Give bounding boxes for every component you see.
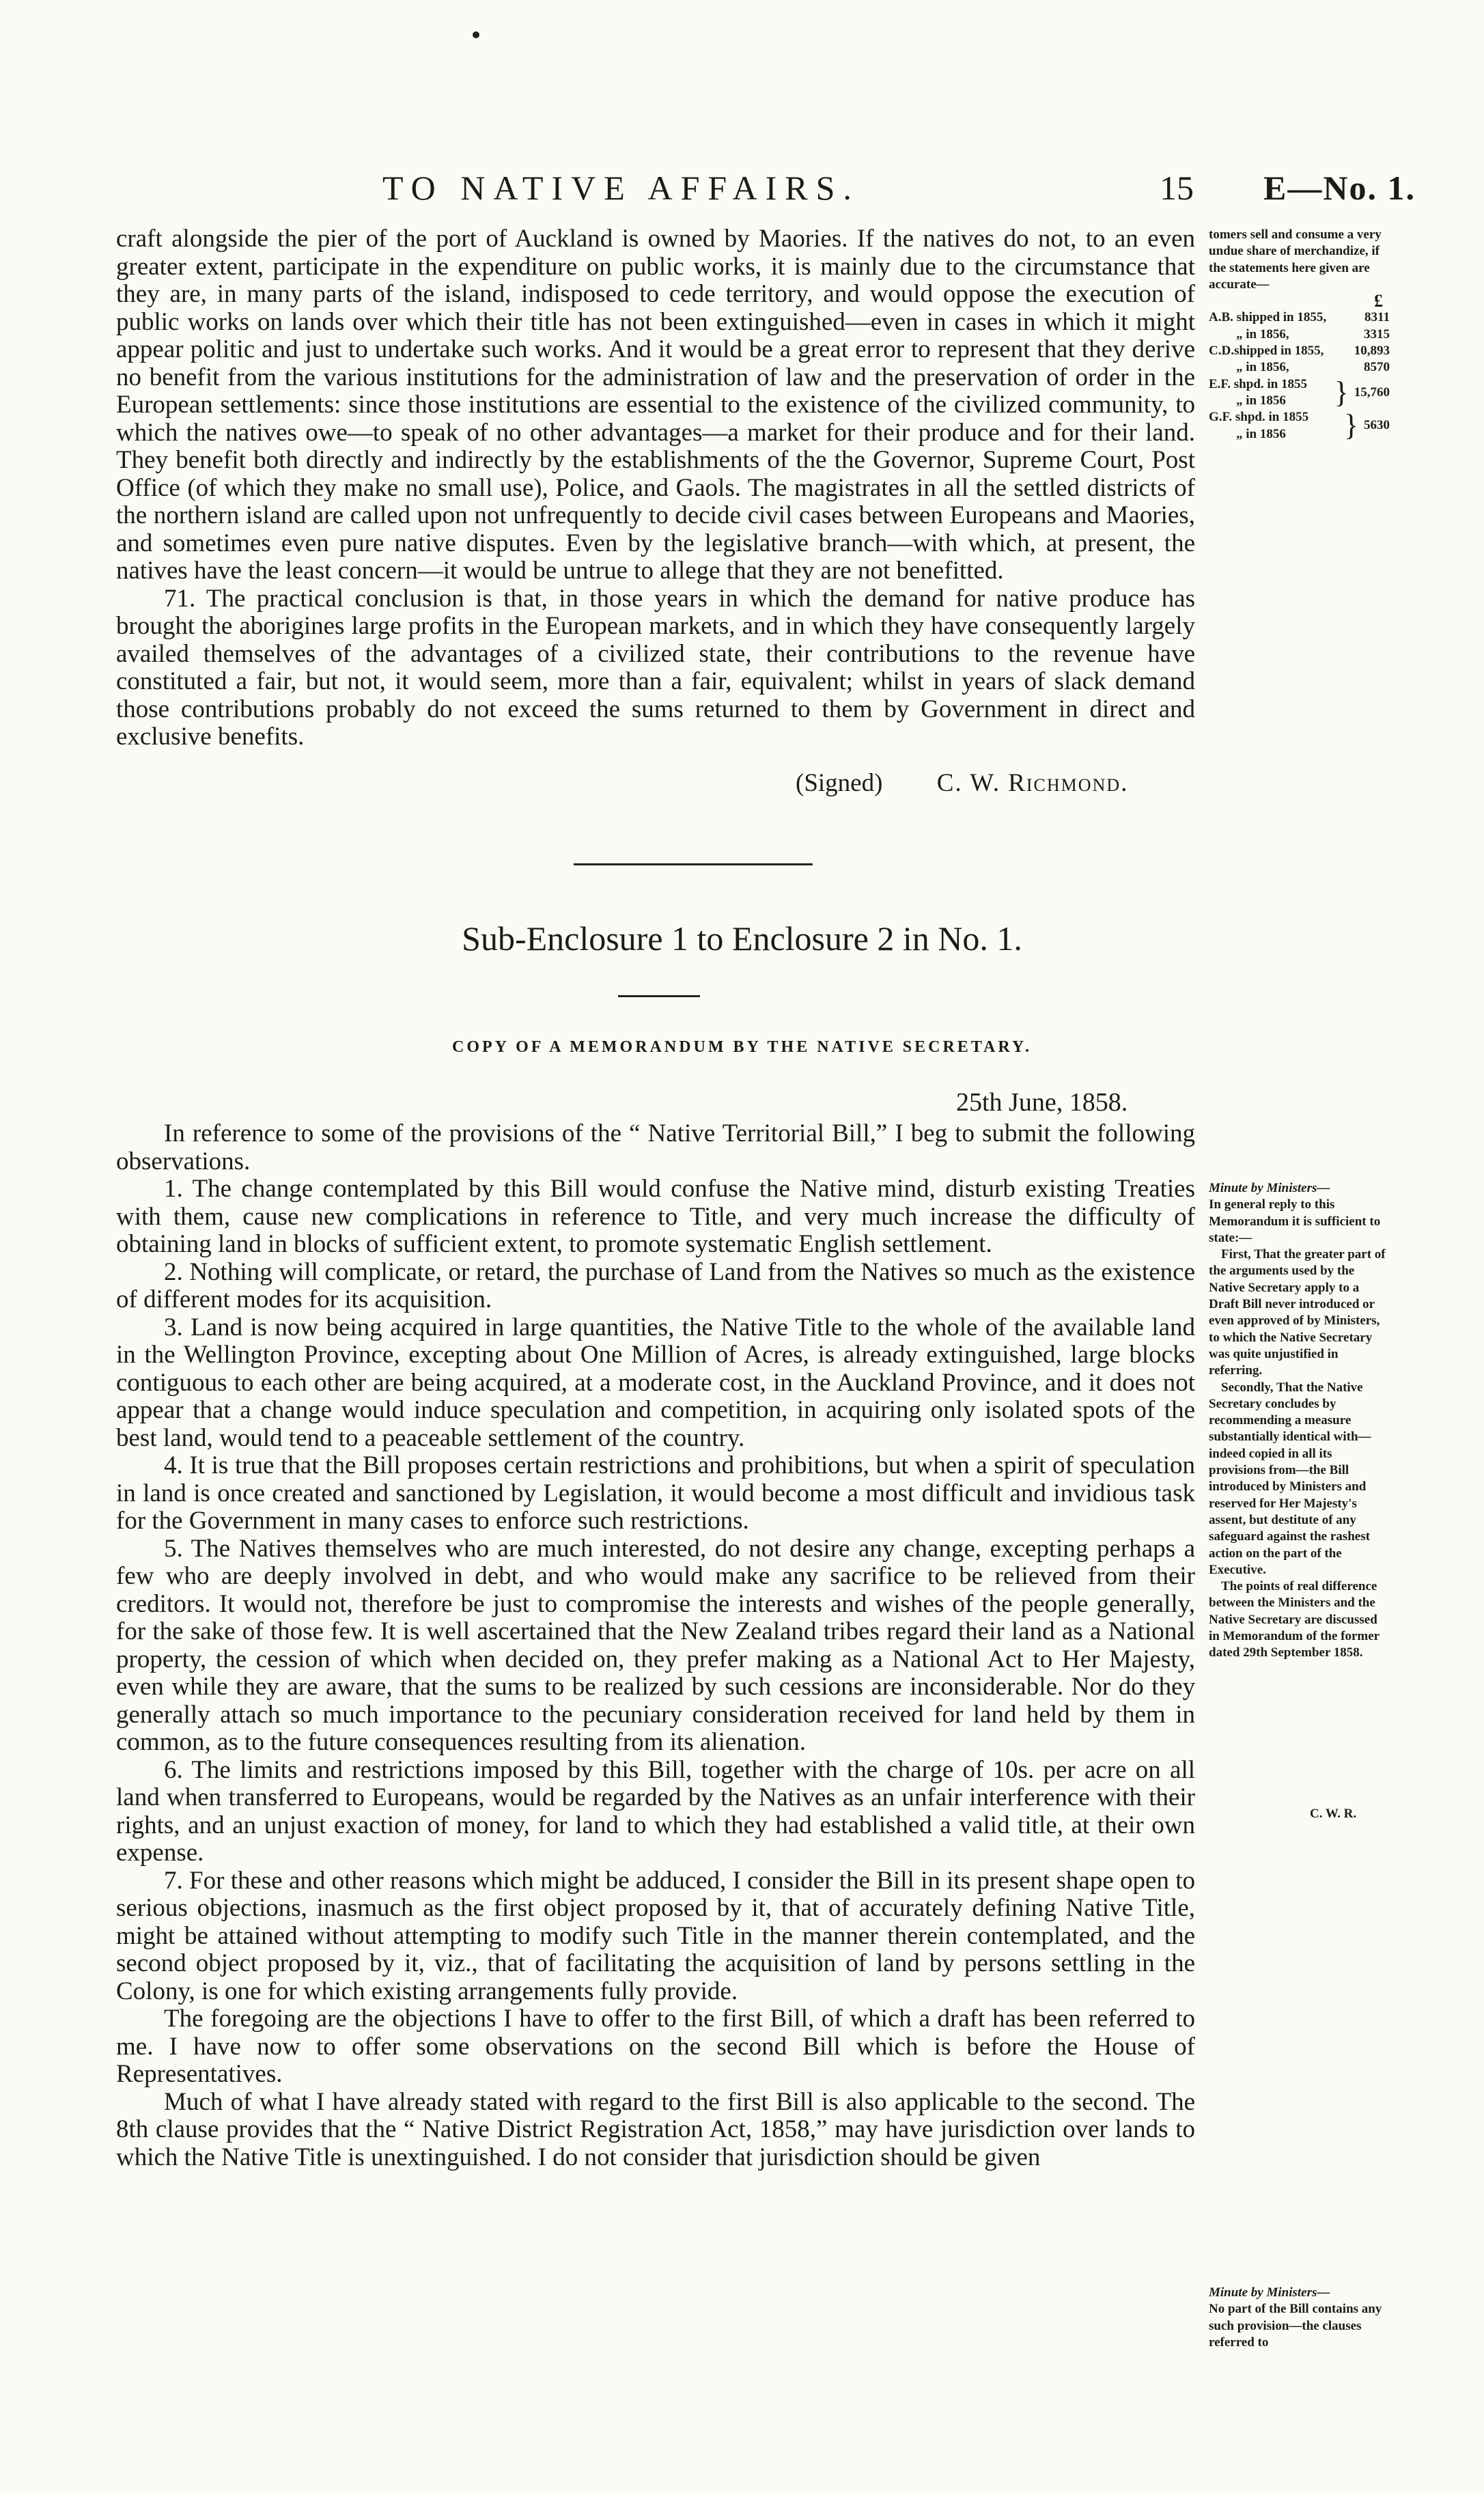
ink-speck	[473, 31, 479, 38]
sub-enclosure-heading: Sub-Enclosure 1 to Enclosure 2 in No. 1.	[462, 919, 1022, 958]
currency-symbol: £	[1374, 291, 1383, 311]
margin-note-text: tomers sell and consume a very undue share of merchandize, if the statements here given are accurate—	[1209, 227, 1382, 292]
memorandum-caption: COPY OF A MEMORANDUM BY THE NATIVE SECRETARY.	[452, 1038, 1032, 1056]
shipment-row: „ in 1856, 3315	[1236, 326, 1390, 342]
page-number: 15	[1160, 169, 1194, 207]
minute-paragraph: In general reply to this Memorandum it is sufficient to state:—	[1209, 1197, 1381, 1245]
running-header-title: TO NATIVE AFFAIRS.	[382, 169, 860, 207]
memorandum-point-4: 4. It is true that the Bill proposes certain restrictions and prohibitions, but when a spirit of speculation in land is once created and sanctioned by Legislation, it would become a most difficult and invidious task for the Government in many cases to enforce such restrictions.	[116, 1451, 1195, 1535]
section-divider	[574, 863, 813, 865]
minute-paragraph: Secondly, That the Native Secretary concludes by recommending a measure substantially identical with—indeed copied in all its provisions from—the Bill introduced by Ministers and reserved for Her Majesty's assent, but destitute of any safeguard against the rashest action on the part of the Executive.	[1209, 1380, 1371, 1577]
shipment-brace-group	[1209, 376, 1390, 410]
minute-paragraph: The points of real difference between the Ministers and the Native Secretary are discussed in Memorandum of the former dated 29th September 1858.	[1209, 1579, 1380, 1660]
shipment-row: „ in 1856	[1236, 393, 1286, 408]
memorandum-point-2: 2. Nothing will complicate, or retard, the purchase of Land from the Natives so much as the existence of different modes for its acquisition.	[116, 1257, 1195, 1313]
minute-paragraph: No part of the Bill contains any such provision—the clauses referred to	[1209, 2302, 1382, 2350]
memorandum-point-3: 3. Land is now being acquired in large quantities, the Native Title to the whole of the available land in the Wellington Province, excepting about One Million of Acres, is already extinguished, large blocks contiguous to each other are being acquired, at a moderate cost, in the Auckland Province, and it does not appear that a change would induce speculation and competition, in acquiring only isolated spots of the best land, would tend to a peaceable settlement of the country.	[116, 1313, 1195, 1452]
brace-total: 5630	[1364, 418, 1390, 433]
memorandum-point-5: 5. The Natives themselves who are much interested, do not desire any change, excepting perhaps a few who are deeply involved in debt, and who would make any sacrifice to be relieved from their creditors. It would not, therefore be just to compromise the interests and wishes of the people generally, for the sake of those few. It is well ascertained that the New Zealand tribes regard their land as a National property, the cession of which when decided on, they prefer making as a National Act to Her Majesty, even while they are aware, that the sums to be realized by such cessions are inconsiderable. Nor do they generally attach so much importance to the pecuniary consideration received for land held by them in common, as to the future consequences resulting from its alienation.	[116, 1534, 1195, 1756]
report-body	[116, 225, 1195, 751]
heading-underline	[618, 995, 700, 997]
signed-label: (Signed)	[796, 769, 883, 797]
margin-note-minute-1	[1209, 1180, 1390, 1662]
margin-note-minute-2	[1209, 2285, 1390, 2351]
report-paragraph-71: 71. The practical conclusion is that, in those years in which the demand for native produce has brought the aborigines large profits in the European markets, and in which they have consequently largely availed themselves of the advantages of a civilized state, their contributions to the revenue have constituted a fair, but not, it would seem, more than a fair, equivalent; whilst in years of slack demand those contributions probably do not exceed the sums returned to them by Government in direct and exclusive benefits.	[116, 584, 1195, 751]
minute-paragraph: First, That the greater part of the arguments used by the Native Secretary apply to a Draft Bill never introduced or even approved of by Ministers, to which the Native Secretary was quite unjustified in referring.	[1209, 1247, 1386, 1378]
margin-note-shipments	[1209, 227, 1390, 443]
report-paragraph-continued: craft alongside the pier of the port of Auckland is owned by Maories. If the natives do not, to an even greater extent, participate in the expenditure on public works, it is mainly due to the circumstance that they are, in many parts of the island, indisposed to cede territory, and would oppose the execution of public works on lands over which their title has not been extinguished—even in cases in which it might appear politic and just to undertake such works. And it would be a great error to represent that they derive no benefit from the various institutions for the administration of law and the preservation of order in the European settlements: since those institutions are essential to the existence of the civilized community, to which the natives owe—to speak of no other advantages—a market for their produce and for their land. They benefit both directly and indirectly by the establishments of the the Governor, Supreme Court, Post Office (of which they make no small use), Police, and Gaols. The magistrates in all the settled districts of the northern island are called upon not unfrequently to decide civil cases between Europeans and Maories, and sometimes even pure native disputes. Even by the legislative branch—with which, at present, the natives have the least concern—it would be untrue to allege that they are not benefitted.	[116, 225, 1195, 585]
shipment-row: C.D.shipped in 1855, 10,893	[1209, 344, 1390, 359]
minute-title: Minute by Ministers—	[1209, 1181, 1330, 1195]
minute-initials: C. W. R.	[1310, 1807, 1357, 1821]
memorandum-date: 25th June, 1858.	[956, 1088, 1128, 1117]
shipment-row: A.B. shipped in 1855, 8311	[1209, 310, 1390, 325]
shipment-row: G.F. shpd. in 1855	[1209, 410, 1309, 425]
shipment-row: „ in 1856	[1236, 426, 1286, 441]
shipment-row: E.F. shpd. in 1855	[1209, 376, 1307, 391]
memorandum-intro: In reference to some of the provisions of the “ Native Territorial Bill,” I beg to submit the following observations.	[116, 1119, 1195, 1175]
minute-title: Minute by Ministers—	[1209, 2285, 1330, 2300]
shipment-brace-group	[1209, 409, 1390, 443]
memorandum-second-bill: Much of what I have already stated with regard to the first Bill is also applicable to the second. The 8th clause provides that the “ Native District Registration Act, 1858,” may have jurisdiction over lands to which the Native Title is unextinguished. I do not consider that jurisdiction should be given	[116, 2087, 1195, 2171]
brace-total: 15,760	[1354, 385, 1390, 400]
signature-block	[796, 768, 1128, 798]
memorandum-point-6: 6. The limits and restrictions imposed by this Bill, together with the charge of 10s. per acre on all land when transferred to Europeans, would be regarded by the Natives as an unfair interference with their rights, and an unjust exaction of money, for land to which they had established a valid title, at their own expense.	[116, 1755, 1195, 1867]
brace-symbol: }	[1343, 408, 1358, 443]
memorandum-point-7: 7. For these and other reasons which might be adduced, I consider the Bill in its present shape open to serious objections, inasmuch as the first object proposed by it, that of accurately defining Native Title, might be attained without attempting to modify such Title in the manner therein contemplated, and the second object proposed by it, viz., that of facilitating the acquisition of land by persons settling in the Colony, is one for which existing arrangements fully provide.	[116, 1866, 1195, 2005]
document-reference: E—No. 1.	[1263, 169, 1416, 207]
signatory-name: C. W. Richmond.	[936, 769, 1129, 797]
memorandum-body	[116, 1120, 1195, 2171]
memorandum-point-1: 1. The change contemplated by this Bill would confuse the Native mind, disturb existing Treaties with them, cause new complications in reference to Title, and very much increase the difficulty of obtaining land in blocks of sufficient extent, to promote systematic English settlement.	[116, 1175, 1195, 1258]
memorandum-foregoing: The foregoing are the objections I have to offer to the first Bill, of which a draft has been referred to me. I have now to offer some observations on the second Bill which is before the House of Representatives.	[116, 2005, 1195, 2088]
shipment-row: „ in 1856, 8570	[1236, 360, 1390, 375]
brace-symbol: }	[1334, 375, 1349, 409]
